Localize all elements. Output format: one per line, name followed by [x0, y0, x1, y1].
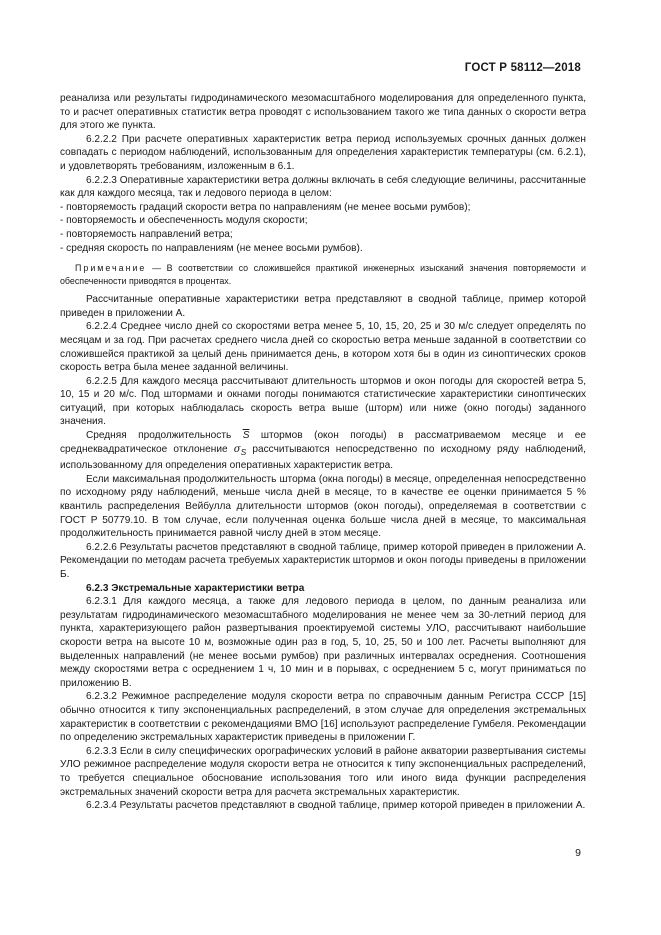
- sigma-subscript: S: [240, 446, 247, 457]
- note-label: Примечание: [75, 263, 147, 274]
- text-run: штормов (окон погоды) в рассматриваемом месяце и ее среднеквадратическое отклонение: [60, 430, 586, 455]
- paragraph-max-duration: Если максимальная продолжительность шторма (окна погоды) в месяце, определенная непосредственно по исходному ряду наблюдений, меньше числа дней в месяце, то в качестве ее оценки принимается 5 % квантиль распределения Вейбулла длительности штормов (окон погоды), определяемая в соответствии с ГОСТ Р 50779.10. В том случае, если полученная оценка больше числа дней в месяце, то максимальная продолжительность принимается равной числу дней в этом месяце.: [60, 473, 586, 540]
- paragraph-summary-table: Рассчитанные оперативные характеристики ветра представляют в сводной таблице, пример которой приведен в приложении А.: [60, 294, 586, 319]
- paragraph-6-2-3-1: 6.2.3.1 Для каждого месяца, а также для ледового периода в целом, по данным реанализа или результатам гидродинамического мезомасштабного моделирования не менее чем за 30-летний период для пункта, характеризующего район развертывания проектируемой системы УЛО, рассчитывают наибольшие скорости ветра на высоте 10 м, возможные один раз в год, 5, 10, 25, 50 и 100 лет. Расчеты выполняют для выделенных направлений (не менее восьми румбов) при различных интервалах осреднения. Соотношения между скоростями ветра с осреднением 1 ч, 10 мин и в порывах, с осреднением 5 с, могут приниматься по приложению В.: [60, 596, 586, 689]
- mean-duration-symbol: $\overline{S}$: [242, 430, 250, 442]
- list-item: - повторяемость градаций скорости ветра по направлениям (не менее восьми румбов);: [60, 201, 471, 213]
- paragraph-6-2-2-2: 6.2.2.2 При расчете оперативных характеристик ветра период используемых срочных данных должен совпадать с периодом наблюдений, использованным для определения характеристик температуры (см. 6.2.1), и удовлетворять требованиям, изложенным в 6.1.: [60, 133, 586, 172]
- paragraph-6-2-2-5: 6.2.2.5 Для каждого месяца рассчитывают длительность штормов и окон погоды для скоростей ветра 5, 10, 15 и 20 м/с. Под штормами и окнами погоды понимаются статистические характеристики синоптических ситуаций, при которых наблюдалась скорость ветра выше (шторм) или ниже (окно погоды) заданного значения.: [60, 375, 586, 428]
- paragraph-6-2-2-3: 6.2.2.3 Оперативные характеристики ветра должны включать в себя следующие величины, рассчитанные как для каждого месяца, так и ледового периода в целом:: [60, 174, 586, 200]
- page-body: [60, 92, 586, 813]
- paragraph-storm-duration: [60, 429, 586, 473]
- paragraph-6-2-3-2: 6.2.3.2 Режимное распределение модуля скорости ветра по справочным данным Регистра СССР [15] обычно относится к типу экспоненциальных распределений, в этом случае для определения экстремальных характеристик в соответствии с рекомендациями ВМО [16] используют распределение Гумбеля. Рекомендации по определению экстремальных характеристик приведены в приложении Г.: [60, 691, 586, 744]
- text-run: рассчитываются непосредственно по исходному ряду наблюдений, использованному для определения оперативных характеристик ветра.: [60, 443, 586, 472]
- paragraph-6-2-2-6: 6.2.2.6 Результаты расчетов представляют в сводной таблице, пример которой приведен в приложении А. Рекомендации по методам расчета требуемых характеристик штормов и окон погоды приведены в приложении Б.: [60, 541, 586, 581]
- note: [60, 262, 586, 287]
- document-header: ГОСТ Р 58112—2018: [464, 62, 581, 74]
- text-run: Средняя продолжительность: [86, 430, 243, 442]
- list-item: - повторяемость направлений ветра;: [60, 228, 233, 240]
- paragraph-continuation: реанализа или результаты гидродинамического мезомасштабного моделирования для определенного пункта, то и расчет оперативных статистик ветра проводят с использованием такого же типа данных о скорости ветра для этого же пункта.: [60, 93, 586, 132]
- section-heading-6-2-3: 6.2.3 Экстремальные характеристики ветра: [86, 582, 305, 594]
- sigma-symbol: σ: [233, 443, 241, 455]
- list-item: - повторяемость и обеспеченность модуля скорости;: [60, 215, 308, 227]
- note-text: — В соответствии со сложившейся практикой инженерных изысканий значения повторяемости и обеспеченности приводятся в процентах.: [60, 263, 586, 286]
- paragraph-6-2-3-4: 6.2.3.4 Результаты расчетов представляют в сводной таблице, пример которой приведен в приложении А.: [86, 800, 586, 812]
- paragraph-6-2-2-4: 6.2.2.4 Среднее число дней со скоростями ветра менее 5, 10, 15, 20, 25 и 30 м/с следует определять по месяцам и за год. При расчетах среднего числа дней со скоростью ветра меньше заданной в соответствии со сложившейся практикой за целый день принимается день, в котором хотя бы в один из синоптических сроков скорость ветра была менее заданной величины.: [60, 321, 586, 374]
- paragraph-6-2-3-3: 6.2.3.3 Если в силу специфических орографических условий в районе акватории развертывания системы УЛО режимное распределение модуля скорости ветра не относится к типу экспоненциальных распределений, то требуется специальное обоснование использования того или иного вида функции распределения экстремальных значений скорости ветра для расчета экстремальных характеристик.: [60, 745, 586, 798]
- list-item: - средняя скорость по направлениям (не менее восьми румбов).: [60, 242, 363, 254]
- page-number: 9: [575, 847, 581, 859]
